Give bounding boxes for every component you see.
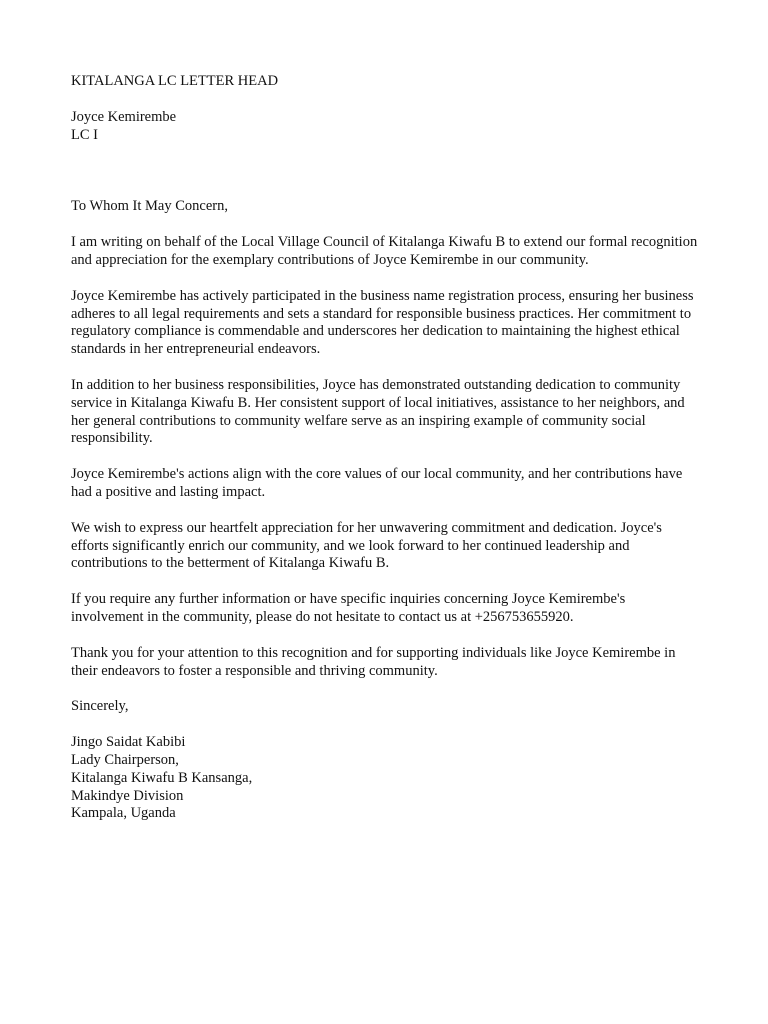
body-paragraph-1: I am writing on behalf of the Local Village Council of Kitalanga Kiwafu B to extend our formal recognition and appreciation for the exemplary contributions of Joyce Kemirembe in our community. (71, 234, 698, 268)
body-paragraph-3: In addition to her business responsibilities, Joyce has demonstrated outstanding dedication to community service in Kitalanga Kiwafu B. Her consistent support of local initiatives, assistance to her neighbors, and her general contributions to community welfare serve as an inspiring example of community social responsibility. (71, 376, 685, 447)
signatory-address-line-3: Kampala, Uganda (71, 805, 176, 822)
salutation: To Whom It May Concern, (71, 198, 228, 215)
signatory-address-line-2: Makindye Division (71, 787, 184, 804)
sender-block (71, 109, 701, 145)
signatory-title: Lady Chairperson, (71, 751, 179, 768)
body-paragraph-7: Thank you for your attention to this recognition and for supporting individuals like Joyce Kemirembe in their endeavors to foster a responsible and thriving community. (71, 644, 676, 679)
body-paragraph-6: If you require any further information or have specific inquiries concerning Joyce Kemirembe's involvement in the community, please do not hesitate to contact us at +256753655920. (71, 591, 626, 625)
body-paragraph-5: We wish to express our heartfelt appreciation for her unwavering commitment and dedication. Joyce's efforts significantly enrich our community, and we look forward to her continued leadership and contributions to the betterment of Kitalanga Kiwafu B. (71, 519, 662, 572)
letter-page (71, 73, 701, 823)
sender-name: Joyce Kemirembe (71, 108, 177, 125)
sender-title: LC I (71, 126, 98, 143)
letterhead: KITALANGA LC LETTER HEAD (71, 73, 279, 89)
signatory-name: Jingo Saidat Kabibi (71, 734, 186, 751)
signatory-address-line-1: Kitalanga Kiwafu B Kansanga, (71, 769, 253, 786)
closing: Sincerely, (71, 698, 129, 715)
body-paragraph-4: Joyce Kemirembe's actions align with the core values of our local community, and her contributions have had a positive and lasting impact. (71, 466, 683, 500)
body-paragraph-2: Joyce Kemirembe has actively participated in the business name registration process, ensuring her business adheres to all legal requirements and sets a standard for responsible business practices. Her commitment to regulatory compliance is commendable and underscores her dedication to maintaining the highest ethical standards in her entrepreneurial endeavors. (71, 287, 694, 358)
signature-block (71, 734, 701, 823)
